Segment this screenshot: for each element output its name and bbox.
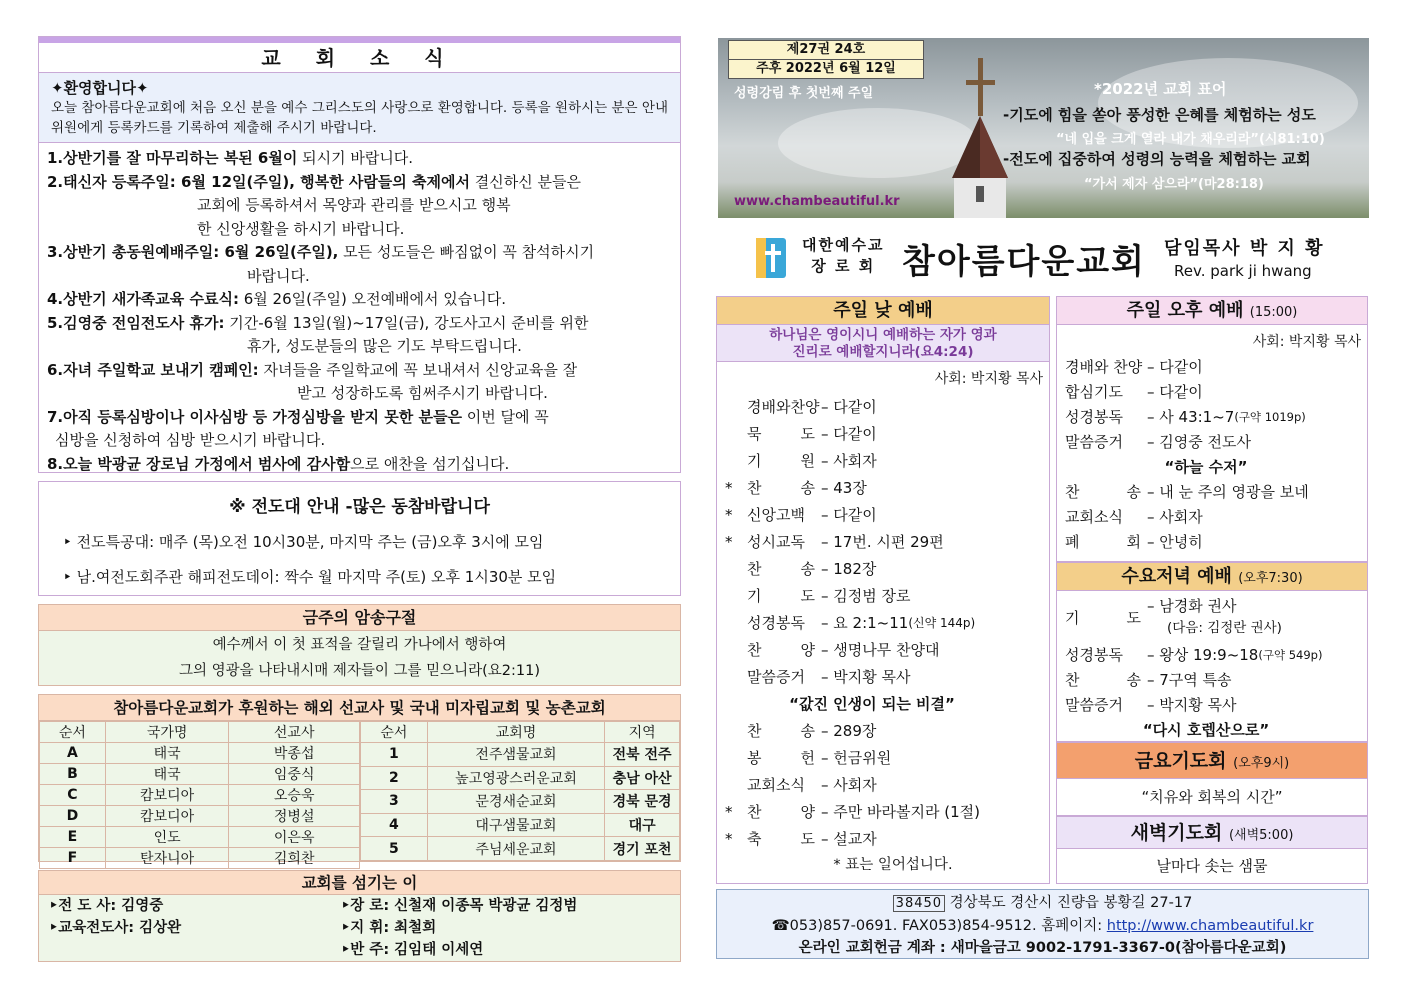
item-value: – 다같이 bbox=[821, 425, 877, 443]
table-cell: 5 bbox=[361, 837, 428, 861]
stand-mark bbox=[725, 394, 747, 421]
table-cell: 대구 bbox=[605, 813, 680, 837]
table-row bbox=[40, 785, 360, 806]
item-value bbox=[1141, 595, 1282, 639]
table-header: 선교사 bbox=[229, 722, 360, 743]
table-row bbox=[40, 806, 360, 827]
servers-col-1 bbox=[49, 895, 341, 961]
item-value: – 사회자 bbox=[821, 452, 877, 470]
news-item-bold: 7.아직 등록심방이나 이사심방 등 가정심방을 받지 못한 분들은 bbox=[47, 407, 462, 426]
stand-mark bbox=[725, 745, 747, 772]
service-time: (15:00) bbox=[1249, 305, 1298, 320]
item-value: – 다같이 bbox=[1147, 358, 1203, 376]
news-item-bold: 2.태신자 등록주일: 6월 12일(주일), 행복한 사람들의 축제에서 bbox=[47, 172, 470, 191]
stand-mark bbox=[725, 664, 747, 691]
service-item bbox=[725, 394, 1049, 421]
item-value: – 주만 바라볼지라 (1절) bbox=[821, 803, 980, 821]
table-cell: 경기 포천 bbox=[605, 837, 680, 861]
news-item-bold: 4.상반기 새가족교육 수료식: bbox=[47, 290, 239, 308]
news-item-bold: 5.김영중 전임전도사 휴가: bbox=[47, 313, 225, 332]
table-cell: B bbox=[40, 764, 106, 785]
welcome-box bbox=[39, 73, 680, 143]
item-value: – 17번. 시편 29편 bbox=[821, 533, 944, 551]
welcome-title: ✦환영합니다✦ bbox=[51, 79, 149, 97]
service-item bbox=[725, 745, 1049, 772]
table-row bbox=[361, 790, 680, 814]
table-cell: 3 bbox=[361, 790, 428, 814]
sunday-afternoon-service bbox=[1056, 296, 1368, 562]
service-item bbox=[1065, 693, 1367, 718]
memory-verse-line: 예수께서 이 첫 표적을 갈릴리 가나에서 행하여 bbox=[212, 637, 507, 653]
service-item bbox=[725, 718, 1049, 745]
motto-line: -전도에 집중하여 성령의 능력을 체험하는 교회 bbox=[1003, 150, 1311, 168]
table-cell: D bbox=[40, 806, 106, 827]
service-item bbox=[725, 448, 1049, 475]
table-cell: 전북 전주 bbox=[605, 743, 680, 767]
item-name: 성시교독 bbox=[747, 533, 805, 551]
table-header: 국가명 bbox=[105, 722, 229, 743]
service-time: (새벽5:00) bbox=[1228, 828, 1294, 843]
item-name: 기 도 bbox=[1065, 609, 1141, 627]
service-item bbox=[1065, 530, 1367, 555]
zip-code: 38450 bbox=[893, 895, 945, 912]
table-header: 순서 bbox=[361, 722, 428, 743]
news-item-bold: 6.자녀 주일학교 보내기 캠페인: bbox=[47, 360, 259, 379]
table-cell: 캄보디아 bbox=[105, 785, 229, 806]
church-news-section bbox=[38, 36, 681, 473]
item-name: 찬 송 bbox=[747, 722, 815, 740]
item-value: – 다같이 bbox=[821, 398, 877, 416]
denomination-line: 장 로 회 bbox=[811, 257, 876, 275]
servers-columns bbox=[39, 895, 680, 961]
mission-section bbox=[38, 694, 681, 867]
service-item bbox=[725, 826, 1049, 853]
memory-verse-line: 그의 영광을 나타내시매 제자들이 그를 믿으니라(요2:11) bbox=[178, 663, 541, 679]
service-item bbox=[725, 772, 1049, 799]
service-item bbox=[1065, 505, 1367, 530]
item-value: – 박지황 목사 bbox=[821, 668, 911, 686]
service-item bbox=[1065, 668, 1367, 693]
item-name: 축 도 bbox=[747, 830, 815, 848]
item-value: – 사회자 bbox=[821, 776, 877, 794]
table-cell: 태국 bbox=[105, 743, 229, 764]
church-logo-icon bbox=[756, 238, 786, 278]
service-title bbox=[1057, 817, 1367, 849]
item-value: – 43장 bbox=[821, 479, 867, 497]
worship-verse-line: 진리로 예배할지니라(요4:24) bbox=[792, 344, 974, 360]
item-name: 합심기도 bbox=[1065, 383, 1123, 401]
item-name: 말씀증거 bbox=[1065, 696, 1123, 714]
motto-title: *2022년 교회 표어 bbox=[1094, 80, 1227, 98]
service-item bbox=[725, 664, 1049, 691]
service-item bbox=[725, 610, 1049, 637]
footer-contact bbox=[716, 889, 1369, 959]
servers-section bbox=[38, 870, 681, 962]
news-item bbox=[47, 406, 672, 453]
item-value: – 안녕히 bbox=[1147, 533, 1203, 551]
item-name: 찬 송 bbox=[747, 560, 815, 578]
item-name: 찬 양 bbox=[747, 803, 815, 821]
evangelism-row: ‣ 전도특공대: 매주 (목)오전 10시30분, 마지막 주는 (금)오후 3시에 모임 bbox=[63, 533, 544, 551]
item-name: 봉 헌 bbox=[747, 749, 815, 767]
order-of-service bbox=[1057, 355, 1367, 555]
news-item-continuation: 바랍니다. bbox=[247, 266, 310, 285]
issue-number: 제27권 24호 bbox=[786, 42, 866, 57]
stand-mark: * bbox=[725, 803, 733, 821]
item-reference: (구약 1019p) bbox=[1234, 410, 1306, 424]
service-item bbox=[725, 637, 1049, 664]
news-item bbox=[47, 171, 672, 242]
table-cell: 정병설 bbox=[229, 806, 360, 827]
news-item-continuation: 심방을 신청하여 심방 받으시기 바랍니다. bbox=[55, 431, 326, 449]
item-name: 성경봉독 bbox=[1065, 408, 1123, 426]
server-line: ‣반 주: 김임태 이세연 bbox=[341, 942, 484, 958]
sermon-title: “하늘 수저” bbox=[1164, 458, 1248, 476]
servers-title: 교회를 섬기는 이 bbox=[39, 871, 680, 895]
news-item-text: 이번 달에 꼭 bbox=[461, 407, 549, 426]
service-item bbox=[1065, 355, 1367, 380]
table-row bbox=[40, 827, 360, 848]
item-name: 폐 회 bbox=[1065, 533, 1141, 551]
church-name: 참아름다운교회 bbox=[902, 242, 1146, 282]
prayer-leader: – 남경화 권사 bbox=[1147, 597, 1237, 615]
dawn-prayer bbox=[1056, 816, 1368, 884]
order-of-service bbox=[1057, 595, 1367, 743]
service-body: 날마다 솟는 샘물 bbox=[1156, 857, 1268, 875]
issue-date: 주후 2022년 6월 12일 bbox=[729, 59, 923, 78]
service-item bbox=[725, 475, 1049, 502]
table-row bbox=[361, 743, 680, 767]
section-title: 교 회 소 식 bbox=[39, 43, 680, 73]
news-item-continuation: 휴가, 성도분들의 많은 기도 부탁드립니다. bbox=[247, 337, 522, 355]
service-item bbox=[1065, 380, 1367, 405]
item-value: – 설교자 bbox=[821, 830, 877, 848]
item-value: – 요 2:1~11 bbox=[821, 614, 909, 632]
news-item-text: 자녀들을 주일학교에 꼭 보내셔서 신앙교육을 잘 bbox=[258, 360, 578, 379]
news-item-text: 모든 성도들은 빠짐없이 꼭 참석하시기 bbox=[338, 243, 595, 261]
item-value: – 사 43:1~7 bbox=[1147, 408, 1235, 426]
news-item bbox=[47, 312, 672, 359]
next-prayer-leader: (다음: 김정란 권사) bbox=[1167, 620, 1282, 636]
motto-verse: “네 입을 크게 열라 내가 채우리라”(시81:10) bbox=[1056, 132, 1325, 147]
servers-col-2 bbox=[341, 895, 577, 961]
sunday-morning-service bbox=[716, 296, 1050, 884]
table-cell: C bbox=[40, 785, 106, 806]
service-time: (오후9시) bbox=[1233, 756, 1290, 771]
table-cell: 인도 bbox=[105, 827, 229, 848]
church-steeple-icon bbox=[918, 58, 1038, 218]
stand-mark bbox=[725, 718, 747, 745]
service-item bbox=[725, 799, 1049, 826]
news-item-text: 기간-6월 13일(월)~17일(금), 강도사고시 준비를 위한 bbox=[224, 313, 589, 332]
church-header bbox=[752, 232, 1352, 284]
friday-prayer bbox=[1056, 742, 1368, 816]
mission-tables bbox=[39, 721, 680, 867]
motto-verse: “가서 제자 삼으라”(마28:18) bbox=[1084, 177, 1264, 192]
table-cell: 대구샘물교회 bbox=[427, 813, 604, 837]
pastor-name-en: Rev. park ji hwang bbox=[1174, 262, 1312, 280]
table-cell: 4 bbox=[361, 813, 428, 837]
table-row bbox=[40, 848, 360, 869]
missionary-table bbox=[39, 721, 360, 869]
table-row bbox=[40, 743, 360, 764]
news-item-text: 결신하신 분들은 bbox=[469, 172, 581, 191]
item-name: 성경봉독 bbox=[747, 614, 805, 632]
welcome-body: 오늘 참아름다운교회에 처음 오신 분을 예수 그리스도의 사랑으로 환영합니다. 등록을 원하시는 분은 안내위원에게 등록카드를 기록하여 제출해 주시기 바랍니다. bbox=[51, 100, 668, 136]
item-name: 말씀증거 bbox=[1065, 433, 1123, 451]
liturgical-day: 성령강림 후 첫번째 주일 bbox=[734, 86, 874, 101]
server-line: ‣장 로: 신철재 이종목 박광균 김정범 bbox=[341, 898, 578, 914]
stand-mark: * bbox=[725, 479, 733, 497]
item-name: 찬 양 bbox=[747, 641, 815, 659]
table-cell: 캄보디아 bbox=[105, 806, 229, 827]
presider: 사회: 박지황 목사 bbox=[934, 371, 1043, 387]
news-item-bold: 8.오늘 박광균 장로님 가정에서 범사에 감사함 bbox=[47, 454, 351, 473]
item-reference: (신약 144p) bbox=[908, 616, 976, 630]
sermon-title: “값진 인생이 되는 비결” bbox=[789, 695, 955, 713]
worship-verse-line: 하나님은 영이시니 예배하는 자가 영과 bbox=[769, 327, 997, 343]
item-name: 기 도 bbox=[747, 587, 815, 605]
table-cell: 박종섭 bbox=[229, 743, 360, 764]
table-cell: 높고영광스러운교회 bbox=[427, 766, 604, 790]
table-cell: 임중식 bbox=[229, 764, 360, 785]
evangelism-row: ‣ 남.여전도회주관 해피전도데이: 짝수 월 마지막 주(토) 오후 1시30분 모임 bbox=[63, 568, 557, 586]
table-cell: A bbox=[40, 743, 106, 764]
service-title-text: 새벽기도회 bbox=[1130, 822, 1223, 844]
homepage-link[interactable]: http://www.chambeautiful.kr bbox=[1106, 918, 1314, 934]
stand-mark bbox=[725, 448, 747, 475]
item-value: – 7구역 특송 bbox=[1147, 671, 1232, 689]
address: 경상북도 경산시 진량읍 봉황길 27-17 bbox=[945, 895, 1193, 911]
server-line: ‣전 도 사: 김영중 bbox=[49, 898, 164, 914]
news-item bbox=[47, 147, 672, 171]
address-line bbox=[717, 892, 1368, 915]
item-name: 찬 송 bbox=[747, 479, 815, 497]
item-name: 교회소식 bbox=[747, 776, 805, 794]
table-row bbox=[361, 813, 680, 837]
stand-mark: * bbox=[725, 506, 733, 524]
item-name: 교회소식 bbox=[1065, 508, 1123, 526]
stand-mark bbox=[725, 637, 747, 664]
table-cell: E bbox=[40, 827, 106, 848]
memory-verse-title: 금주의 암송구절 bbox=[39, 605, 680, 631]
service-item bbox=[1065, 480, 1367, 505]
service-title bbox=[1057, 297, 1367, 325]
news-item bbox=[47, 288, 672, 312]
mission-title: 참아름다운교회가 후원하는 해외 선교사 및 국내 미자립교회 및 농촌교회 bbox=[39, 695, 680, 721]
table-row bbox=[361, 766, 680, 790]
news-item-continuation: 받고 성장하도록 힘써주시기 바랍니다. bbox=[297, 384, 548, 402]
item-name: 묵 도 bbox=[747, 425, 815, 443]
item-value: – 생명나무 찬양대 bbox=[821, 641, 940, 659]
phone-line bbox=[717, 915, 1368, 937]
service-body: “치유와 회복의 시간” bbox=[1141, 788, 1283, 806]
news-item-text: 되시기 바랍니다. bbox=[297, 149, 414, 167]
news-item-bold: 1.상반기를 잘 마무리하는 복된 6월이 bbox=[47, 149, 298, 167]
stand-mark bbox=[725, 421, 747, 448]
service-item bbox=[1065, 643, 1367, 668]
issue-box bbox=[728, 40, 924, 79]
service-item bbox=[725, 529, 1049, 556]
item-value: – 박지황 목사 bbox=[1147, 696, 1237, 714]
table-cell: 태국 bbox=[105, 764, 229, 785]
service-item bbox=[725, 502, 1049, 529]
service-item bbox=[725, 556, 1049, 583]
item-name: 찬 송 bbox=[1065, 671, 1141, 689]
service-title-text: 주일 오후 예배 bbox=[1126, 300, 1244, 321]
news-item-bold: 3.상반기 총동원예배주일: 6월 26일(주일), bbox=[47, 243, 339, 261]
service-time: (오후7:30) bbox=[1238, 571, 1303, 586]
server-line: ‣교육전도사: 김상완 bbox=[49, 920, 182, 936]
item-name: 기 원 bbox=[747, 452, 815, 470]
table-cell: 충남 아산 bbox=[605, 766, 680, 790]
presider: 사회: 박지황 목사 bbox=[1252, 334, 1361, 350]
item-name: 신앙고백 bbox=[747, 506, 805, 524]
worship-verse bbox=[717, 325, 1049, 362]
table-header: 지역 bbox=[605, 722, 680, 743]
item-name: 성경봉독 bbox=[1065, 646, 1123, 664]
table-header: 순서 bbox=[40, 722, 106, 743]
memory-verse-body bbox=[39, 631, 680, 685]
item-reference: (구약 549p) bbox=[1258, 648, 1323, 662]
stand-mark bbox=[725, 583, 747, 610]
table-cell: 주님세운교회 bbox=[427, 837, 604, 861]
evangelism-title: ※ 전도대 안내 -많은 동참바랍니다 bbox=[229, 497, 490, 517]
news-item-continuation: 교회에 등록하셔서 목양과 관리를 받으시고 행복한 신앙생활을 하시기 바랍니다. bbox=[197, 196, 511, 238]
item-name: 말씀증거 bbox=[747, 668, 805, 686]
banner-url: www.chambeautiful.kr bbox=[734, 194, 900, 209]
news-item-text: 으로 애찬을 섬기십니다. bbox=[350, 454, 510, 473]
table-header: 교회명 bbox=[427, 722, 604, 743]
table-cell: 경북 문경 bbox=[605, 790, 680, 814]
stand-mark bbox=[725, 772, 747, 799]
item-value: – 289장 bbox=[821, 722, 877, 740]
item-value: – 사회자 bbox=[1147, 508, 1203, 526]
domestic-church-table bbox=[360, 721, 680, 861]
item-value: – 다같이 bbox=[821, 506, 877, 524]
table-cell: 2 bbox=[361, 766, 428, 790]
wednesday-service bbox=[1056, 562, 1368, 742]
news-item bbox=[47, 453, 672, 477]
account-line: 온라인 교회헌금 계좌 : 새마을금고 9002-1791-3367-0(참아름다운교회) bbox=[798, 940, 1287, 956]
news-item bbox=[47, 359, 672, 406]
stand-note: * 표는 일어섭니다. bbox=[833, 857, 953, 873]
table-cell: 김희찬 bbox=[229, 848, 360, 869]
stand-mark bbox=[725, 610, 747, 637]
news-item-text: 6월 26일(주일) 오전예배에서 있습니다. bbox=[238, 290, 507, 308]
pastor-name: 담임목사 박 지 황 bbox=[1164, 238, 1325, 259]
item-value: – 내 눈 주의 영광을 보네 bbox=[1147, 483, 1309, 501]
stand-mark bbox=[725, 556, 747, 583]
item-value: – 182장 bbox=[821, 560, 877, 578]
service-item bbox=[1065, 430, 1367, 455]
news-item bbox=[47, 241, 672, 288]
item-name: 찬 송 bbox=[1065, 483, 1141, 501]
sermon-title: “다시 호렙산으로” bbox=[1142, 721, 1270, 739]
table-cell: 이은옥 bbox=[229, 827, 360, 848]
table-row bbox=[40, 764, 360, 785]
service-title bbox=[1057, 743, 1367, 779]
item-value: – 다같이 bbox=[1147, 383, 1203, 401]
header-banner bbox=[718, 38, 1369, 218]
order-of-service bbox=[717, 394, 1049, 853]
service-title: 주일 낮 예배 bbox=[717, 297, 1049, 325]
service-item bbox=[725, 583, 1049, 610]
server-line: ‣지 휘: 최철희 bbox=[341, 920, 437, 936]
item-value: – 왕상 19:9~18 bbox=[1147, 646, 1259, 664]
service-item bbox=[1065, 405, 1367, 430]
table-cell: 전주샘물교회 bbox=[427, 743, 604, 767]
item-name: 경배와찬양 bbox=[747, 398, 820, 416]
service-item bbox=[725, 421, 1049, 448]
table-cell: F bbox=[40, 848, 106, 869]
table-row bbox=[361, 837, 680, 861]
phone: ☎053)857-0691. FAX053)854-9512. 홈페이지: bbox=[771, 918, 1107, 934]
memory-verse-section bbox=[38, 604, 681, 686]
table-cell: 탄자니아 bbox=[105, 848, 229, 869]
stand-mark: * bbox=[725, 830, 733, 848]
evangelism-section bbox=[38, 481, 681, 596]
table-cell: 오승욱 bbox=[229, 785, 360, 806]
motto-line: -기도에 힘을 쏟아 풍성한 은혜를 체험하는 성도 bbox=[1003, 106, 1316, 124]
denomination bbox=[802, 235, 884, 277]
item-value: – 김정범 장로 bbox=[821, 587, 911, 605]
item-value: – 김영중 전도사 bbox=[1147, 433, 1251, 451]
service-title-text: 금요기도회 bbox=[1134, 750, 1227, 772]
service-title-text: 수요저녁 예배 bbox=[1121, 566, 1232, 587]
news-list bbox=[39, 143, 680, 476]
table-cell: 1 bbox=[361, 743, 428, 767]
service-item bbox=[1065, 595, 1367, 643]
denomination-line: 대한예수교 bbox=[802, 236, 885, 254]
item-name: 경배와 찬양 bbox=[1065, 358, 1143, 376]
item-value: – 헌금위원 bbox=[821, 749, 892, 767]
stand-mark: * bbox=[725, 533, 733, 551]
service-title bbox=[1057, 563, 1367, 591]
table-cell: 문경새순교회 bbox=[427, 790, 604, 814]
